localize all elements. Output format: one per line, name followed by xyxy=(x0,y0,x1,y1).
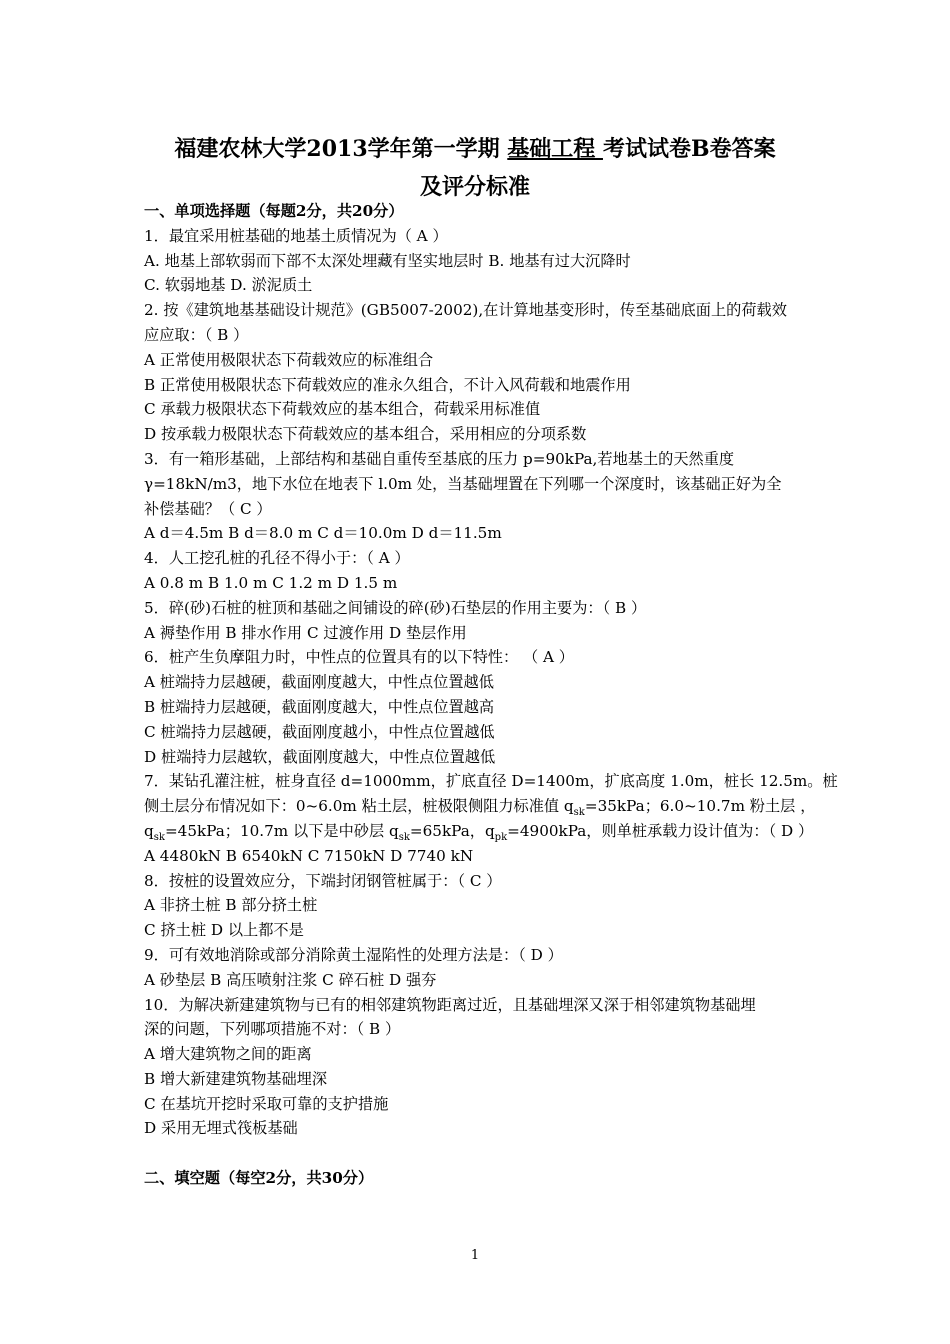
text-line: B 增大新建建筑物基础埋深 xyxy=(144,1069,328,1088)
section-heading-single-choice: 一、单项选择题（每题2分，共20分） xyxy=(144,202,404,220)
title-suffix: 考试试卷B卷答案 xyxy=(602,136,776,162)
subscript-sk: sk xyxy=(398,831,410,843)
text-span: =65kPa，q xyxy=(409,821,495,840)
text-line: 3．有一箱形基础，上部结构和基础自重传至基底的压力 p=90kPa,若地基土的天然重度 xyxy=(144,449,735,468)
text-line: B 正常使用极限状态下荷载效应的准永久组合，不计入风荷载和地震作用 xyxy=(144,375,631,394)
subscript-pk: pk xyxy=(494,831,508,843)
text-span: q xyxy=(144,821,154,840)
text-line: D 桩端持力层越软，截面刚度越大，中性点位置越低 xyxy=(144,747,496,766)
page-number: 1 xyxy=(470,1248,480,1263)
text-line: C 在基坑开挖时采取可靠的支护措施 xyxy=(144,1094,389,1113)
text-line: D 按承载力极限状态下荷载效应的基本组合，采用相应的分项系数 xyxy=(144,425,587,444)
question-7-line-3 xyxy=(144,819,814,844)
document-body xyxy=(144,199,838,1191)
text-line: C. 软弱地基 D. 淤泥质土 xyxy=(144,276,313,295)
text-line: 4．人工挖孔桩的孔径不得小于：（ A ） xyxy=(144,549,410,568)
question-7-line-1: 7．某钻孔灌注桩，桩身直径 d=1000mm，扩底直径 D=1400m，扩底高度 1.0m，桩长 12.5m。桩 xyxy=(144,772,838,791)
question-7-line-2 xyxy=(144,794,814,819)
text-line: 2. 按《建筑地基基础设计规范》(GB5007-2002),在计算地基变形时，传至基础底面上的荷载效 xyxy=(144,301,787,320)
text-line: C 承载力极限状态下荷载效应的基本组合，荷载采用标准值 xyxy=(144,400,541,419)
text-span: =4900kPa，则单桩承载力设计值为：（ D ） xyxy=(507,821,814,840)
text-line: A 桩端持力层越硬，截面刚度越大，中性点位置越低 xyxy=(144,673,494,692)
text-span: =45kPa；10.7m 以下是中砂层 q xyxy=(164,821,399,840)
text-line: A d＝4.5m B d＝8.0 m C d＝10.0m D d＝11.5m xyxy=(144,524,502,543)
text-span: =35kPa；6.0~10.7m 粉土层 ， xyxy=(584,797,816,816)
document-title-line-1 xyxy=(0,134,950,164)
text-line: C 挤土桩 D 以上都不是 xyxy=(144,921,304,940)
text-line: C 桩端持力层越硬，截面刚度越小，中性点位置越低 xyxy=(144,722,495,741)
text-line: 5．碎(砂)石桩的桩顶和基础之间铺设的碎(砂)石垫层的作用主要为：（ B ） xyxy=(144,598,647,617)
text-line: A 正常使用极限状态下荷载效应的标准组合 xyxy=(144,350,434,369)
document-title-line-2: 及评分标准 xyxy=(419,174,530,200)
text-span: 侧土层分布情况如下：0~6.0m 粘土层，桩极限侧阻力标准值 q xyxy=(144,797,574,816)
text-line: 1．最宜采用桩基础的地基土质情况为（ A ） xyxy=(144,226,448,245)
text-line: A 0.8 m B 1.0 m C 1.2 m D 1.5 m xyxy=(144,573,398,592)
text-line: A 褥垫作用 B 排水作用 C 过渡作用 D 垫层作用 xyxy=(144,623,467,642)
text-line: γ=18kN/m3，地下水位在地表下 l.0m 处，当基础埋置在下列哪一个深度时，该基础正好为全 xyxy=(144,474,782,493)
text-line: 8．按桩的设置效应分，下端封闭钢管桩属于：（ C ） xyxy=(144,871,502,890)
text-line: 深的问题，下列哪项措施不对：（ B ） xyxy=(144,1020,401,1039)
text-line: 应应取：（ B ） xyxy=(144,325,249,344)
text-line: D 采用无埋式筏板基础 xyxy=(144,1119,298,1138)
text-line: A. 地基上部软弱而下部不太深处埋藏有坚实地层时 B. 地基有过大沉降时 xyxy=(144,251,631,270)
title-prefix: 福建农林大学2013学年第一学期 xyxy=(174,136,508,162)
text-line: A 砂垫层 B 高压喷射注浆 C 碎石桩 D 强夯 xyxy=(144,970,437,989)
course-name: 基础工程 xyxy=(507,136,603,162)
text-line: 6．桩产生负摩阻力时，中性点的位置具有的以下特性： （ A ） xyxy=(144,648,574,667)
text-line: A 非挤土桩 B 部分挤土桩 xyxy=(144,896,318,915)
text-line: A 增大建筑物之间的距离 xyxy=(144,1045,312,1064)
subscript-sk: sk xyxy=(153,831,165,843)
text-line: 9．可有效地消除或部分消除黄土湿陷性的处理方法是：（ D ） xyxy=(144,945,563,964)
text-line: 补偿基础？（ C ） xyxy=(144,499,272,518)
text-line: A 4480kN B 6540kN C 7150kN D 7740 kN xyxy=(144,846,474,865)
text-line: B 桩端持力层越硬，截面刚度越大，中性点位置越高 xyxy=(144,697,495,716)
text-line: 10．为解决新建建筑物与已有的相邻建筑物距离过近，且基础埋深又深于相邻建筑物基础埋 xyxy=(144,995,756,1014)
section-heading-fill-in: 二、填空题（每空2分，共30分） xyxy=(144,1169,374,1188)
subscript-sk: sk xyxy=(573,807,585,819)
blank-line xyxy=(144,1141,814,1166)
